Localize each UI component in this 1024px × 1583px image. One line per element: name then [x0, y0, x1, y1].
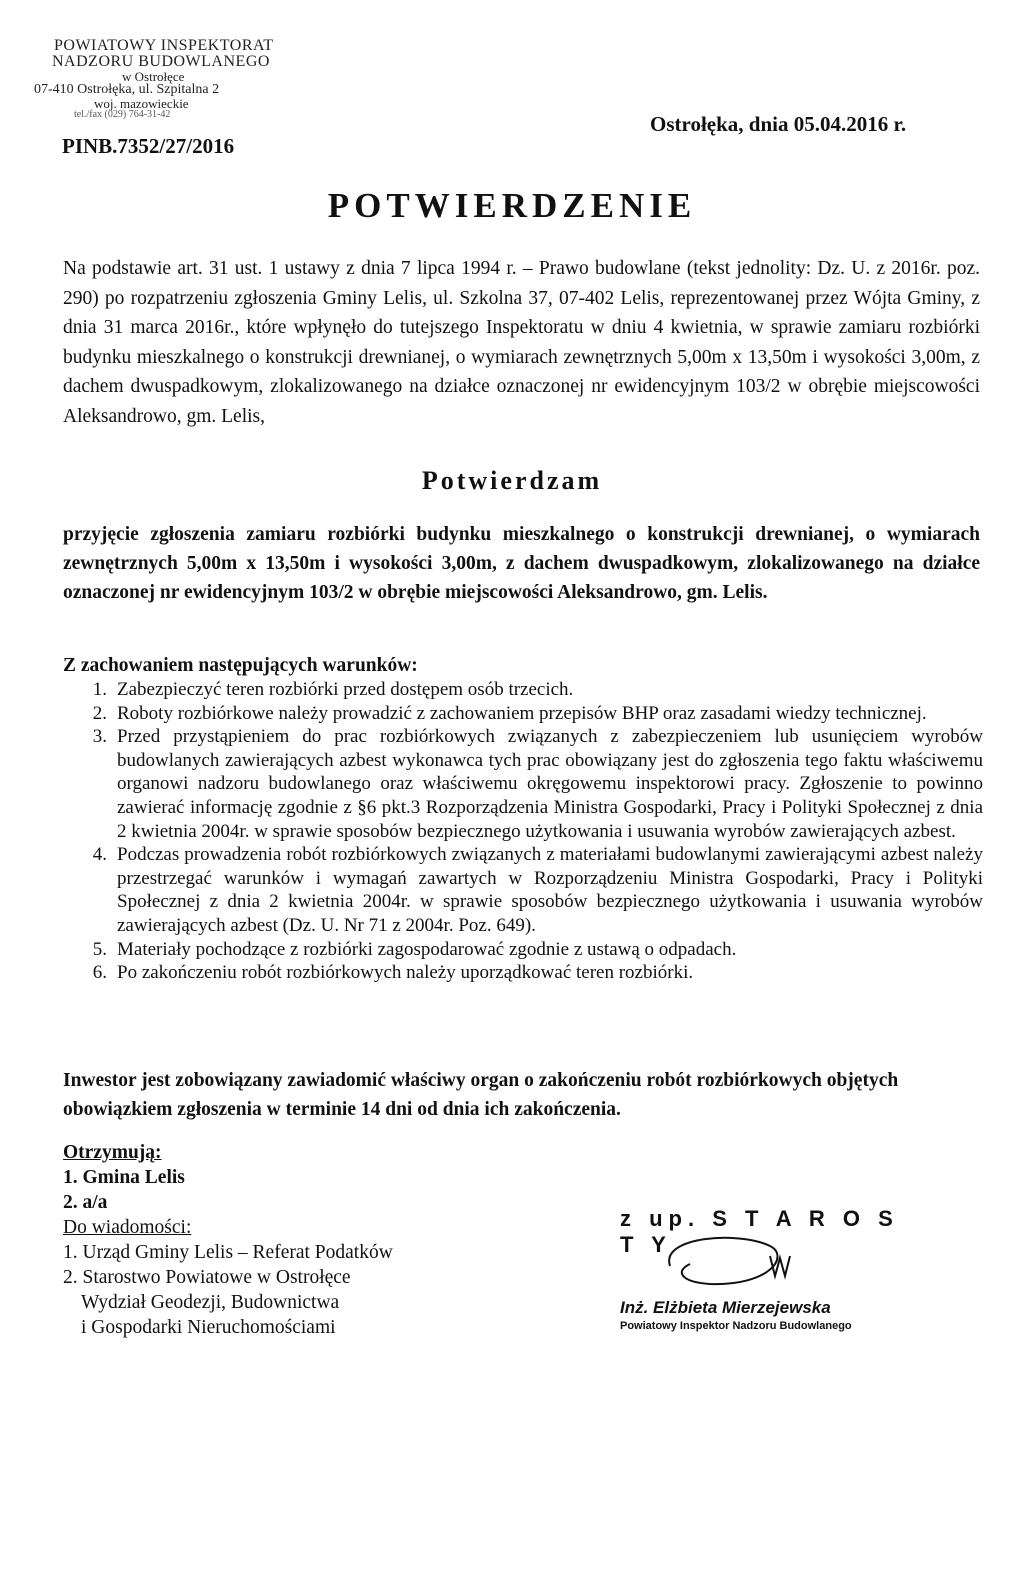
- stamp-line: 07-410 Ostrołęka, ul. Szpitalna 2: [34, 82, 220, 97]
- condition-text: Roboty rozbiórkowe należy prowadzić z zachowaniem przepisów BHP oraz zasadami wiedzy technicznej.: [117, 702, 927, 724]
- office-stamp: [34, 38, 304, 120]
- intro-paragraph: Na podstawie art. 31 ust. 1 ustawy z dnia 7 lipca 1994 r. – Prawo budowlane (tekst jednolity: Dz. U. z 2016r. poz. 290) po rozpatrzeniu zgłoszenia Gminy Lelis, ul. Szkolna 37, 07-402 Lelis, reprezentowanej przez Wójta Gminy, z dnia 31 marca 2016r., które wpłynęło do tutejszego Inspektoratu w dniu 4 kwietnia, w sprawie zamiaru rozbiórki budynku mieszkalnego o konstrukcji drewnianej, o wymiarach zewnętrznych 5,00m x 13,50m i wysokości 3,00m, z dachem dwuspadkowym, zlokalizowanego na działce oznaczonej nr ewidencyjnym 103/2 w obrębie miejscowości Aleksandrowo, gm. Lelis,: [63, 258, 980, 427]
- condition-item: [63, 961, 983, 985]
- conditions-list: [63, 678, 983, 985]
- condition-number: 5.: [92, 938, 107, 960]
- stamp-line: w Ostrołęce: [122, 69, 185, 84]
- confirm-heading: Potwierdzam: [421, 466, 603, 495]
- reference-number: PINB.7352/27/2016: [62, 134, 235, 158]
- signatory-name: Inż. Elżbieta Mierzejewska: [620, 1298, 831, 1317]
- condition-number: 2.: [92, 702, 107, 724]
- info-item: 1. Urząd Gminy Lelis – Referat Podatków: [63, 1242, 393, 1263]
- condition-text: Po zakończeniu robót rozbiórkowych należy uporządkować teren rozbiórki.: [117, 962, 694, 984]
- stamp-line: tel./fax (029) 764-31-42: [74, 109, 171, 120]
- conditions-heading: Z zachowaniem następujących warunków:: [63, 655, 418, 676]
- recipients-heading: Otrzymują:: [63, 1142, 162, 1163]
- signature-block: [620, 1206, 920, 1332]
- condition-item: [63, 702, 983, 726]
- dateline: Ostrołęka, dnia 05.04.2016 r.: [650, 112, 907, 136]
- info-item: i Gospodarki Nieruchomościami: [81, 1317, 336, 1338]
- recipient-item: 2. a/a: [63, 1192, 108, 1213]
- condition-text: Podczas prowadzenia robót rozbiórkowych związanych z materiałami budowlanymi zawierającymi azbest należy przestrzegać warunków i wymagań zawartych w Rozporządzeniu Ministra Gospodarki, Pracy i Polityki Społecznej z dnia 2 kwietnia 2004r. w sprawie sposobów bezpiecznego użytkowania i usuwania wyrobów zawierających azbest (Dz. U. Nr 71 z 2004r. Poz. 649).: [117, 844, 983, 936]
- condition-item: [63, 843, 983, 937]
- signatory-role: Powiatowy Inspektor Nadzoru Budowlanego: [620, 1320, 852, 1332]
- condition-number: 3.: [92, 726, 107, 748]
- stamp-line: woj. mazowieckie: [94, 96, 189, 111]
- condition-number: 4.: [92, 844, 107, 866]
- recipients-block: [63, 1140, 393, 1340]
- condition-item: [63, 678, 983, 702]
- condition-text: Zabezpieczyć teren rozbiórki przed dostępem osób trzecich.: [117, 679, 574, 700]
- stamp-line: POWIATOWY INSPEKTORAT: [54, 37, 274, 54]
- condition-number: 1.: [92, 679, 107, 700]
- info-item: Wydział Geodezji, Budownictwa: [81, 1292, 340, 1313]
- condition-text: Przed przystąpieniem do prac rozbiórkowych związanych z zabezpieczeniem lub usunięciem wyrobów budowlanych zawierających azbest wykonawca tych prac obowiązany jest do zgłoszenia tego faktu właściwemu organowi nadzoru budowlanego oraz właściwemu okręgowemu inspektorowi pracy. Zgłoszenie to powinno zawierać informację zgodnie z §6 pkt.3 Rozporządzenia Ministra Gospodarki, Pracy i Polityki Społecznej z dnia 2 kwietnia 2004r. w sprawie sposobów bezpiecznego użytkowania i usuwania wyrobów zawierających azbest.: [117, 726, 983, 842]
- condition-item: [63, 938, 983, 962]
- stamp-line: NADZORU BUDOWLANEGO: [52, 53, 270, 70]
- acceptance-paragraph: przyjęcie zgłoszenia zamiaru rozbiórki budynku mieszkalnego o konstrukcji drewnianej, o wymiarach zewnętrznych 5,00m x 13,50m i wysokości 3,00m, z dachem dwuspadkowym, zlokalizowanego na działce oznaczonej nr ewidencyjnym 103/2 w obrębie miejscowości Aleksandrowo, gm. Lelis.: [63, 524, 980, 603]
- condition-item: [63, 725, 983, 843]
- signature-authority: z up. S T A R O S T Y: [620, 1206, 899, 1257]
- handwritten-signature: [650, 1226, 830, 1296]
- document-title: POTWIERDZENIE: [327, 186, 697, 225]
- info-heading: Do wiadomości:: [63, 1217, 192, 1238]
- info-item: 2. Starostwo Powiatowe w Ostrołęce: [63, 1267, 351, 1288]
- recipient-item: 1. Gmina Lelis: [63, 1167, 185, 1188]
- condition-text: Materiały pochodzące z rozbiórki zagospodarować zgodnie z ustawą o odpadach.: [117, 938, 737, 960]
- investor-notice: Inwestor jest zobowiązany zawiadomić właściwy organ o zakończeniu robót rozbiórkowych objętych obowiązkiem zgłoszenia w terminie 14 dni od dnia ich zakończenia.: [63, 1070, 899, 1120]
- condition-number: 6.: [92, 962, 107, 984]
